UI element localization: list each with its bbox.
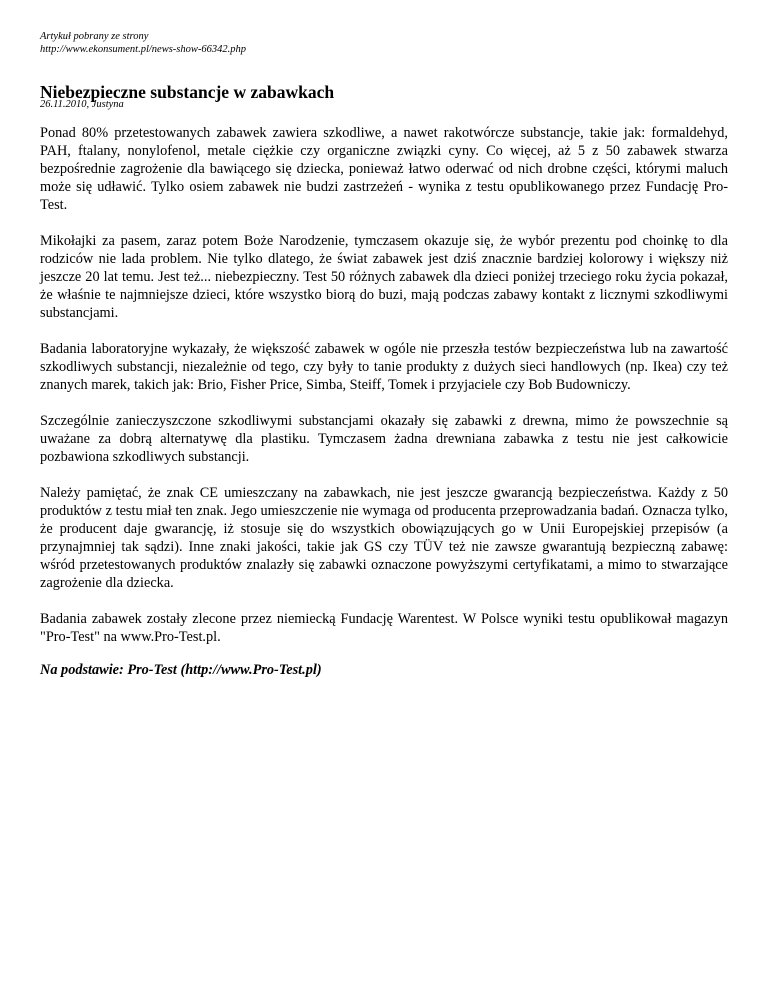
paragraph-2: Mikołajki za pasem, zaraz potem Boże Narodzenie, tymczasem okazuje się, że wybór prezentu pod choinkę to dla rodziców nie lada problem. Nie tylko dlatego, że świat zabawek jest dziś znacznie bardziej kolorowy i większy niż jeszcze 20 lat temu. Jest też... niebezpieczny. Test 50 różnych zabawek dla dzieci poniżej trzeciego roku życia pokazał, że właśnie te najmniejsze dzieci, które wszystko biorą do buzi, mają podczas zabawy kontakt z licznymi szkodliwymi substancjami. (40, 233, 728, 321)
article-title: Niebezpieczne substancje w zabawkach (40, 82, 335, 102)
source-header (40, 31, 246, 56)
source-label: Artykuł pobrany ze strony (40, 31, 149, 42)
source-url: http://www.ekonsument.pl/news-show-66342.php (40, 43, 247, 55)
source-credit: Na podstawie: Pro-Test (http://www.Pro-Test.pl) (40, 662, 322, 678)
paragraph-4: Szczególnie zanieczyszczone szkodliwymi substancjami okazały się zabawki z drewna, mimo że powszechnie są uważane za dobrą alternatywę dla plastiku. Tymczasem żadna drewniana zabawka z testu nie jest całkowicie pozbawiona szkodliwych substancji. (40, 413, 728, 465)
paragraph-5: Należy pamiętać, że znak CE umieszczany na zabawkach, nie jest jeszcze gwarancją bezpieczeństwa. Każdy z 50 produktów z testu miał ten znak. Jego umieszczenie nie wymaga od producenta przeprowadzania badań. Oznacza tylko, że producent daje gwarancję, iż stosuje się do wszystkich obowiązujących go w Unii Europejskiej przepisów (a przynajmniej tak sądzi). Inne znaki jakości, takie jak GS czy TÜV też nie zawsze gwarantują bezpieczną zabawę: wśród przetestowanych produktów znalazły się zabawki oznaczone powyższymi certyfikatami, a mimo to stwarzające zagrożenie dla dziecka. (40, 485, 728, 591)
paragraph-6: Badania zabawek zostały zlecone przez niemiecką Fundację Warentest. W Polsce wyniki testu opublikował magazyn "Pro-Test" na www.Pro-Test.pl. (40, 611, 728, 645)
paragraph-1: Ponad 80% przetestowanych zabawek zawiera szkodliwe, a nawet rakotwórcze substancje, takie jak: formaldehyd, PAH, ftalany, nonylofenol, metale ciężkie czy organiczne związki cyny. Co więcej, aż 5 z 50 zabawek stwarza bezpośrednie zagrożenie dla bawiącego się dziecka, ponieważ łatwo oderwać od nich drobne części, którymi maluch może się udławić. Tylko osiem zabawek nie budzi zastrzeżeń - wynika z testu opublikowanego przez Fundację Pro-Test. (40, 125, 728, 213)
article-byline: 26.11.2010, Justyna (40, 99, 124, 110)
article-body (40, 124, 728, 664)
paragraph-3: Badania laboratoryjne wykazały, że większość zabawek w ogóle nie przeszła testów bezpieczeństwa lub na zawartość szkodliwych substancji, niezależnie od tego, czy były to tanie produkty z dużych sieci handlowych (np. Ikea) czy też znanych marek, takich jak: Brio, Fisher Price, Simba, Steiff, Tomek i przyjaciele czy Bob Budowniczy. (40, 341, 728, 393)
